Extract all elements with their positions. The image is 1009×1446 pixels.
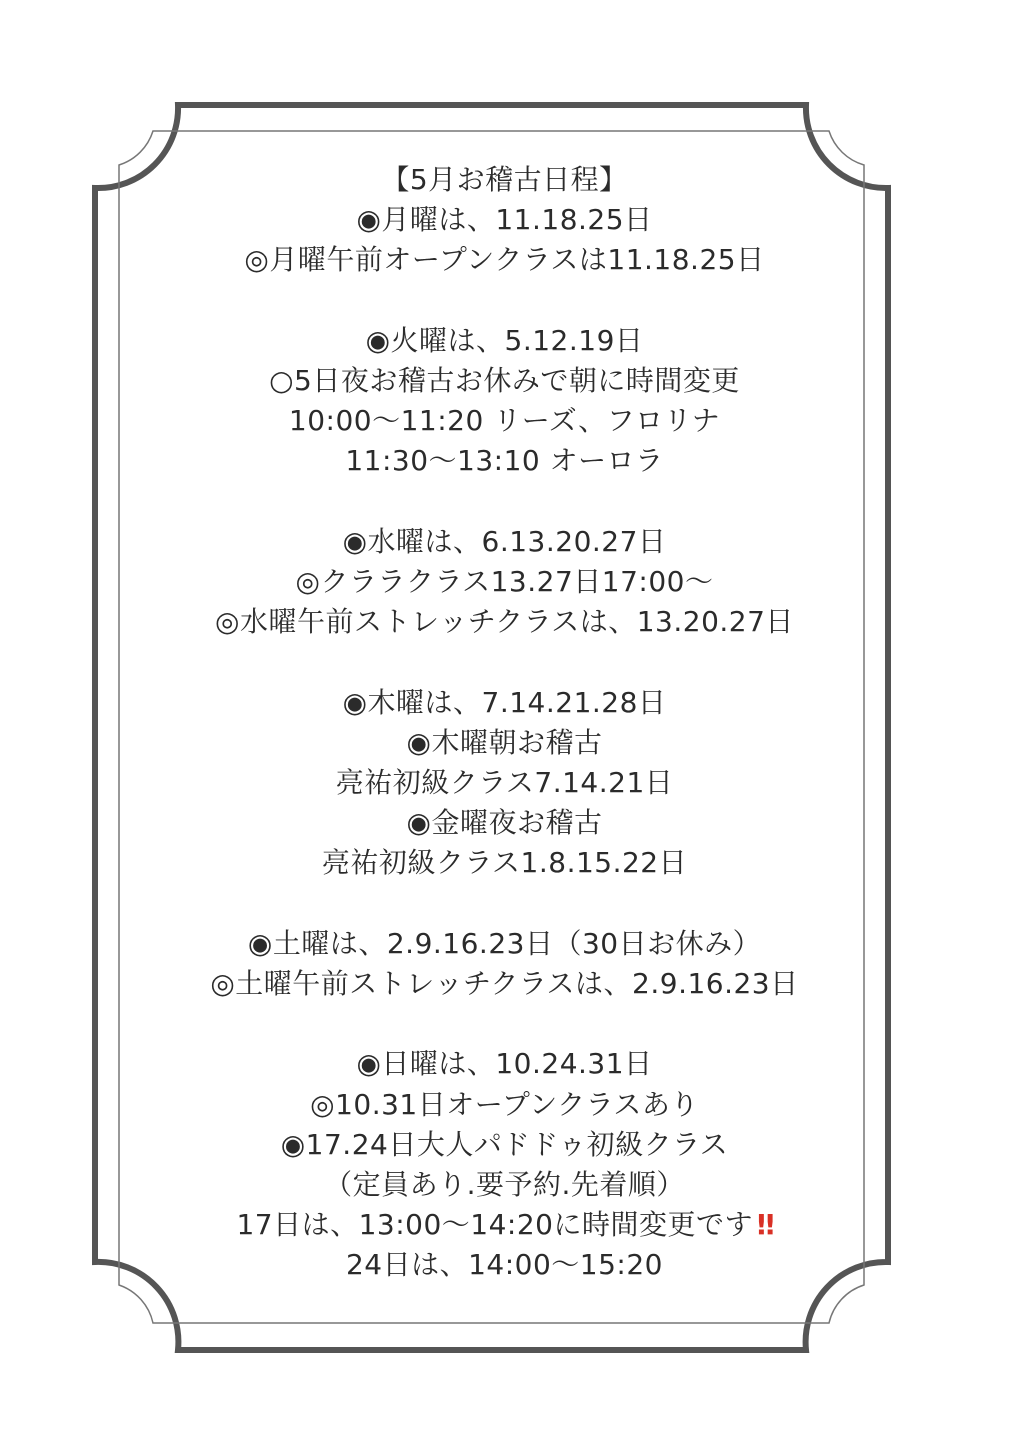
tuesday-line-2: ○5日夜お稽古お休みで朝に時間変更 bbox=[269, 364, 740, 397]
sunday-line-3: ◉17.24日大人パドドゥ初級クラス bbox=[280, 1127, 729, 1161]
saturday-line-2: ◎土曜午前ストレッチクラスは、2.9.16.23日 bbox=[210, 967, 799, 1000]
spacer bbox=[120, 482, 889, 522]
spacer bbox=[120, 281, 889, 321]
wednesday-line-2: ◎クララクラス13.27日17:00〜 bbox=[295, 565, 714, 598]
spacer bbox=[120, 1004, 889, 1044]
thursday-line-3: 亮祐初級クラス7.14.21日 bbox=[335, 766, 674, 799]
monday-line-1: ◉月曜は、11.18.25日 bbox=[356, 203, 653, 237]
double-exclamation-icon: !! bbox=[754, 1208, 773, 1242]
spacer bbox=[120, 884, 889, 924]
tuesday-line-4: 11:30〜13:10 オーロラ bbox=[345, 444, 664, 478]
tuesday-line-3: 10:00〜11:20 リーズ、フロリナ bbox=[288, 404, 721, 438]
sunday-line-4: （定員あり.要予約.先着順） bbox=[324, 1168, 685, 1201]
friday-line-2: 亮祐初級クラス1.8.15.22日 bbox=[321, 846, 688, 880]
thursday-line-2: ◉木曜朝お稽古 bbox=[406, 725, 603, 759]
tuesday-line-1: ◉火曜は、5.12.19日 bbox=[365, 323, 644, 357]
sunday-line-1: ◉日曜は、10.24.31日 bbox=[356, 1047, 653, 1081]
friday-line-1: ◉金曜夜お稽古 bbox=[406, 806, 603, 840]
spacer bbox=[120, 642, 889, 682]
wednesday-line-1: ◉水曜は、6.13.20.27日 bbox=[342, 524, 667, 558]
sunday-line-6: 24日は、14:00〜15:20 bbox=[345, 1248, 663, 1282]
wednesday-line-3: ◎水曜午前ストレッチクラスは、13.20.27日 bbox=[215, 605, 794, 639]
sunday-line-5-text: 17日は、13:00〜14:20に時間変更です bbox=[236, 1208, 753, 1242]
schedule-title: 【5月お稽古日程】 bbox=[381, 163, 628, 196]
sunday-line-5 bbox=[120, 1205, 889, 1245]
sunday-line-2: ◎10.31日オープンクラスあり bbox=[310, 1087, 699, 1121]
thursday-line-1: ◉木曜は、7.14.21.28日 bbox=[342, 685, 667, 719]
schedule-content bbox=[120, 160, 889, 1286]
saturday-line-1: ◉土曜は、2.9.16.23日（30日お休み） bbox=[247, 926, 762, 960]
monday-line-2: ◎月曜午前オープンクラスは11.18.25日 bbox=[244, 243, 765, 277]
